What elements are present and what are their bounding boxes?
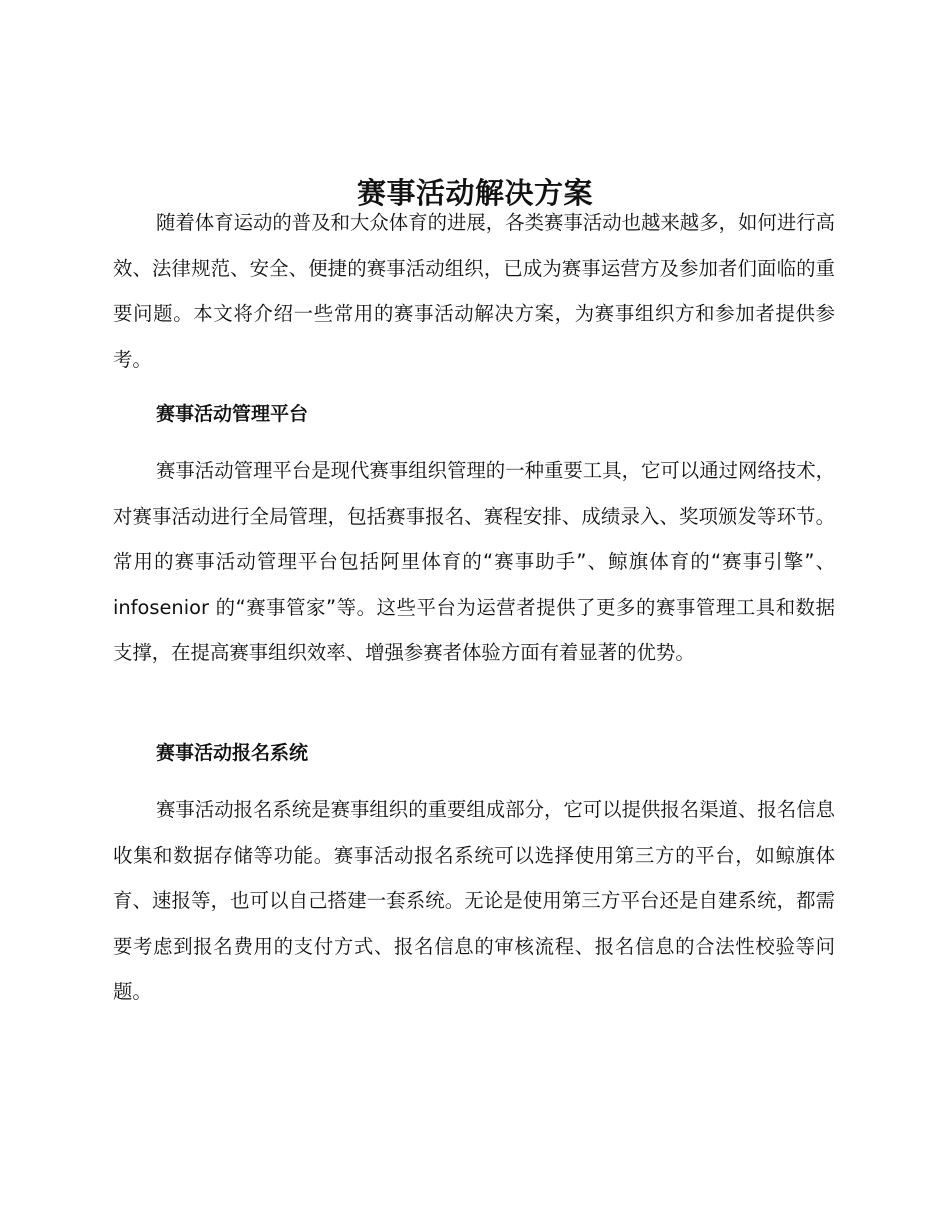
section-heading-registration-system: 赛事活动报名系统 xyxy=(156,742,309,764)
intro-paragraph: 随着体育运动的普及和大众体育的进展，各类赛事活动也越来越多，如何进行高效、法律规范、安全、便捷的赛事活动组织，已成为赛事运营方及参加者们面临的重要问题。本文将介绍一些常用的赛事活动解决方案，为赛事组织方和参加者提供参考。 xyxy=(113,211,835,371)
document-title: 赛事活动解决方案 xyxy=(356,176,593,211)
section-heading-management-platform: 赛事活动管理平台 xyxy=(156,403,309,425)
section-body-management-platform: 赛事活动管理平台是现代赛事组织管理的一种重要工具，它可以通过网络技术，对赛事活动进行全局管理，包括赛事报名、赛程安排、成绩录入、奖项颁发等环节。常用的赛事活动管理平台包括阿里体育的“赛事助手”、鲸旗体育的“赛事引擎”、infosenior 的“赛事管家”等。这些平台为运营者提供了更多的赛事管理工具和数据支撑，在提高赛事组织效率、增强参赛者体验方面有着显著的优势。 xyxy=(113,459,835,664)
section-body-registration-system: 赛事活动报名系统是赛事组织的重要组成部分，它可以提供报名渠道、报名信息收集和数据存储等功能。赛事活动报名系统可以选择使用第三方的平台，如鲸旗体育、速报等，也可以自己搭建一套系统。无论是使用第三方平台还是自建系统，都需要考虑到报名费用的支付方式、报名信息的审核流程、报名信息的合法性校验等问题。 xyxy=(113,798,835,1003)
